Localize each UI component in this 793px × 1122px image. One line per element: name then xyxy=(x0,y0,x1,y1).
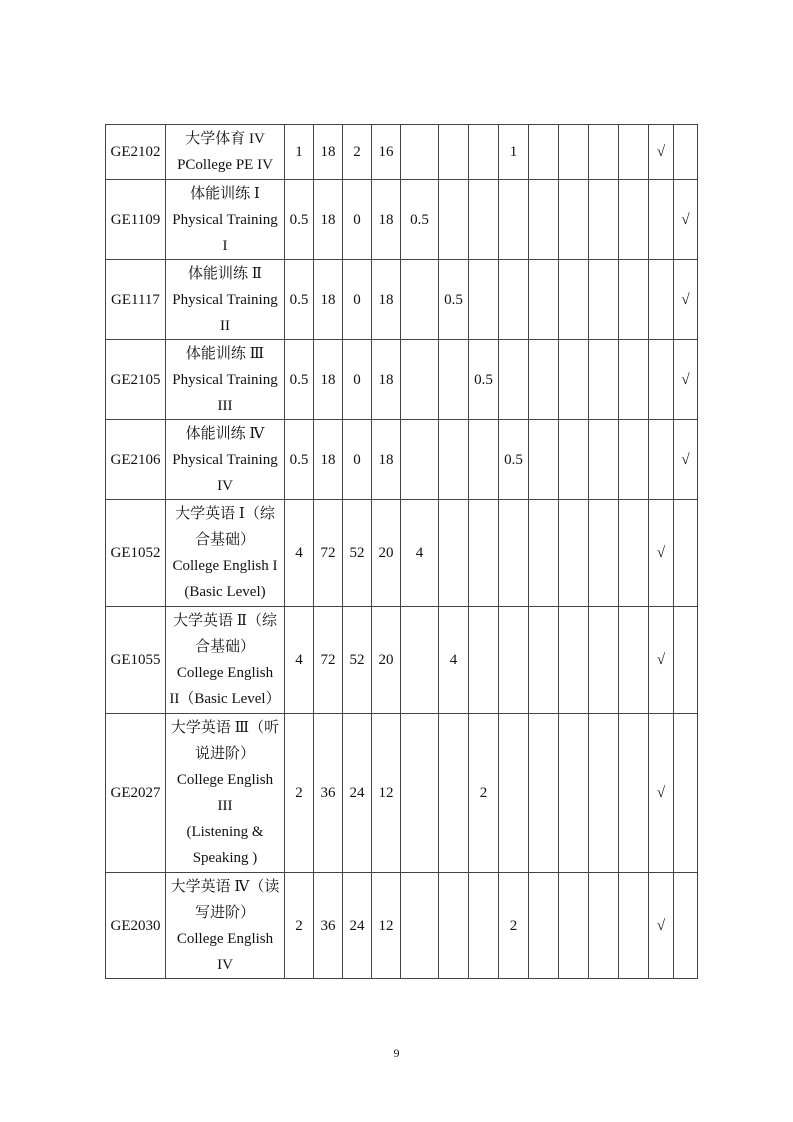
course-type-check-cell: √ xyxy=(649,607,674,714)
course-name-cell xyxy=(166,714,285,873)
semester-3-cell xyxy=(469,500,499,607)
course-rows xyxy=(106,125,698,979)
course-name-line: Physical Training xyxy=(172,291,278,308)
lecture-hours-cell: 0 xyxy=(343,180,372,260)
semester-7-cell xyxy=(589,125,619,180)
practice-hours-cell: 20 xyxy=(372,607,401,714)
semester-5-cell xyxy=(529,500,559,607)
semester-3-cell xyxy=(469,607,499,714)
semester-1-cell xyxy=(401,607,439,714)
semester-5-cell xyxy=(529,260,559,340)
hours-cell: 72 xyxy=(314,607,343,714)
semester-6-cell xyxy=(559,873,589,979)
semester-3-cell xyxy=(469,260,499,340)
course-code-cell: GE1109 xyxy=(106,180,166,260)
course-code-cell: GE2105 xyxy=(106,340,166,420)
course-name-line: 体能训练 Ⅲ xyxy=(185,345,265,362)
credits-cell: 0.5 xyxy=(285,180,314,260)
hours-cell: 18 xyxy=(314,340,343,420)
course-name-line: II xyxy=(220,317,230,334)
course-name-line: Speaking ) xyxy=(192,850,258,866)
semester-3-cell xyxy=(469,180,499,260)
table-row xyxy=(106,873,698,979)
lecture-hours-cell: 2 xyxy=(343,125,372,180)
course-name-line: 大学英语 Ⅱ（综 xyxy=(173,613,277,629)
semester-6-cell xyxy=(559,607,589,714)
course-name-line: (Listening & xyxy=(186,824,264,840)
course-nature-check-cell xyxy=(674,607,698,714)
course-nature-check-cell: √ xyxy=(674,340,698,420)
semester-3-cell: 0.5 xyxy=(469,340,499,420)
semester-8-cell xyxy=(619,340,649,420)
semester-1-cell: 4 xyxy=(401,500,439,607)
course-name-cell xyxy=(166,340,285,420)
semester-2-cell xyxy=(439,873,469,979)
semester-8-cell xyxy=(619,125,649,180)
semester-2-cell xyxy=(439,420,469,500)
course-name-cell xyxy=(166,420,285,500)
course-name-line: 大学体育 IV xyxy=(185,131,265,147)
course-code-cell: GE2030 xyxy=(106,873,166,979)
page-number: 9 xyxy=(393,1046,400,1060)
lecture-hours-cell: 52 xyxy=(343,607,372,714)
semester-3-cell xyxy=(469,873,499,979)
credits-cell: 4 xyxy=(285,500,314,607)
course-type-check-cell xyxy=(649,420,674,500)
hours-cell: 18 xyxy=(314,180,343,260)
course-name-line: College English xyxy=(176,772,274,788)
course-name-line: 合基础） xyxy=(194,532,255,548)
practice-hours-cell: 18 xyxy=(372,180,401,260)
semester-2-cell xyxy=(439,714,469,873)
course-name-line: I xyxy=(222,237,228,254)
hours-cell: 18 xyxy=(314,420,343,500)
credits-cell: 0.5 xyxy=(285,340,314,420)
course-name-line: 大学英语 Ⅳ（读 xyxy=(170,878,280,895)
semester-5-cell xyxy=(529,180,559,260)
course-name-cell xyxy=(166,125,285,180)
course-name-line: IV xyxy=(217,956,233,973)
practice-hours-cell: 12 xyxy=(372,714,401,873)
semester-4-cell xyxy=(499,260,529,340)
semester-2-cell xyxy=(439,180,469,260)
semester-8-cell xyxy=(619,500,649,607)
semester-3-cell xyxy=(469,125,499,180)
course-name-line: College English xyxy=(176,665,274,681)
course-name-line: 体能训练 Ⅳ xyxy=(185,425,265,442)
lecture-hours-cell: 0 xyxy=(343,340,372,420)
semester-7-cell xyxy=(589,607,619,714)
semester-7-cell xyxy=(589,714,619,873)
course-name-line: Physical Training xyxy=(172,211,278,228)
course-name-line: Physical Training xyxy=(172,451,278,468)
course-name-line: College English I xyxy=(172,558,278,574)
course-code-cell: GE2102 xyxy=(106,125,166,180)
course-type-check-cell xyxy=(649,260,674,340)
course-name-line: 合基础） xyxy=(194,639,255,655)
semester-6-cell xyxy=(559,500,589,607)
course-nature-check-cell: √ xyxy=(674,260,698,340)
semester-8-cell xyxy=(619,260,649,340)
course-nature-check-cell xyxy=(674,873,698,979)
lecture-hours-cell: 52 xyxy=(343,500,372,607)
credits-cell: 0.5 xyxy=(285,420,314,500)
hours-cell: 36 xyxy=(314,873,343,979)
semester-7-cell xyxy=(589,340,619,420)
semester-4-cell: 2 xyxy=(499,873,529,979)
semester-2-cell xyxy=(439,500,469,607)
semester-5-cell xyxy=(529,873,559,979)
course-code-cell: GE1052 xyxy=(106,500,166,607)
course-code-cell: GE2027 xyxy=(106,714,166,873)
semester-6-cell xyxy=(559,714,589,873)
course-name-line: College English xyxy=(176,930,274,947)
course-name-line: IV xyxy=(217,477,233,494)
course-name-cell xyxy=(166,607,285,714)
semester-1-cell xyxy=(401,340,439,420)
semester-4-cell: 0.5 xyxy=(499,420,529,500)
practice-hours-cell: 18 xyxy=(372,340,401,420)
table-row xyxy=(106,340,698,420)
course-type-check-cell: √ xyxy=(649,125,674,180)
course-name-line: PCollege PE IV xyxy=(177,157,273,173)
course-type-check-cell xyxy=(649,340,674,420)
course-type-check-cell: √ xyxy=(649,714,674,873)
semester-5-cell xyxy=(529,340,559,420)
semester-7-cell xyxy=(589,180,619,260)
course-type-check-cell xyxy=(649,180,674,260)
course-name-line: (Basic Level) xyxy=(184,584,266,600)
semester-3-cell xyxy=(469,420,499,500)
lecture-hours-cell: 0 xyxy=(343,260,372,340)
semester-4-cell xyxy=(499,607,529,714)
credits-cell: 2 xyxy=(285,873,314,979)
semester-1-cell xyxy=(401,260,439,340)
course-code-cell: GE1055 xyxy=(106,607,166,714)
semester-1-cell xyxy=(401,714,439,873)
semester-7-cell xyxy=(589,420,619,500)
lecture-hours-cell: 24 xyxy=(343,873,372,979)
semester-1-cell xyxy=(401,420,439,500)
course-name-line: III xyxy=(217,798,233,814)
semester-6-cell xyxy=(559,420,589,500)
semester-6-cell xyxy=(559,260,589,340)
semester-5-cell xyxy=(529,714,559,873)
practice-hours-cell: 20 xyxy=(372,500,401,607)
course-type-check-cell: √ xyxy=(649,873,674,979)
course-table xyxy=(105,124,698,979)
credits-cell: 1 xyxy=(285,125,314,180)
course-nature-check-cell: √ xyxy=(674,420,698,500)
semester-6-cell xyxy=(559,125,589,180)
semester-8-cell xyxy=(619,420,649,500)
practice-hours-cell: 18 xyxy=(372,260,401,340)
semester-4-cell: 1 xyxy=(499,125,529,180)
semester-4-cell xyxy=(499,714,529,873)
credits-cell: 4 xyxy=(285,607,314,714)
semester-6-cell xyxy=(559,340,589,420)
semester-2-cell xyxy=(439,125,469,180)
course-name-cell xyxy=(166,180,285,260)
semester-5-cell xyxy=(529,125,559,180)
semester-4-cell xyxy=(499,340,529,420)
course-name-line: II（Basic Level） xyxy=(169,691,281,707)
hours-cell: 36 xyxy=(314,714,343,873)
semester-7-cell xyxy=(589,500,619,607)
course-nature-check-cell xyxy=(674,500,698,607)
course-name-cell xyxy=(166,260,285,340)
lecture-hours-cell: 0 xyxy=(343,420,372,500)
semester-2-cell xyxy=(439,340,469,420)
semester-2-cell: 0.5 xyxy=(439,260,469,340)
practice-hours-cell: 18 xyxy=(372,420,401,500)
course-nature-check-cell xyxy=(674,125,698,180)
semester-8-cell xyxy=(619,180,649,260)
semester-1-cell: 0.5 xyxy=(401,180,439,260)
course-type-check-cell: √ xyxy=(649,500,674,607)
practice-hours-cell: 16 xyxy=(372,125,401,180)
course-name-line: 体能训练 Ⅰ xyxy=(190,185,260,202)
course-name-line: 说进阶） xyxy=(194,746,255,762)
course-name-line: III xyxy=(217,397,233,414)
semester-6-cell xyxy=(559,180,589,260)
table-row xyxy=(106,180,698,260)
table-row xyxy=(106,607,698,714)
course-name-line: 大学英语 Ⅲ（听 xyxy=(170,720,280,736)
credits-cell: 0.5 xyxy=(285,260,314,340)
course-name-cell xyxy=(166,500,285,607)
semester-7-cell xyxy=(589,873,619,979)
course-code-cell: GE2106 xyxy=(106,420,166,500)
lecture-hours-cell: 24 xyxy=(343,714,372,873)
course-name-line: 写进阶） xyxy=(194,904,255,921)
table-row xyxy=(106,260,698,340)
credits-cell: 2 xyxy=(285,714,314,873)
course-code-cell: GE1117 xyxy=(106,260,166,340)
course-name-line: 体能训练 Ⅱ xyxy=(188,265,262,282)
table-row xyxy=(106,500,698,607)
semester-3-cell: 2 xyxy=(469,714,499,873)
course-nature-check-cell: √ xyxy=(674,180,698,260)
semester-4-cell xyxy=(499,500,529,607)
semester-8-cell xyxy=(619,873,649,979)
table-row xyxy=(106,714,698,873)
course-nature-check-cell xyxy=(674,714,698,873)
course-name-line: Physical Training xyxy=(172,371,278,388)
semester-1-cell xyxy=(401,125,439,180)
semester-8-cell xyxy=(619,714,649,873)
semester-4-cell xyxy=(499,180,529,260)
table-row xyxy=(106,125,698,180)
hours-cell: 18 xyxy=(314,260,343,340)
hours-cell: 18 xyxy=(314,125,343,180)
course-name-line: 大学英语 Ⅰ（综 xyxy=(175,506,275,522)
hours-cell: 72 xyxy=(314,500,343,607)
semester-2-cell: 4 xyxy=(439,607,469,714)
table-row xyxy=(106,420,698,500)
course-name-cell xyxy=(166,873,285,979)
semester-5-cell xyxy=(529,607,559,714)
semester-1-cell xyxy=(401,873,439,979)
practice-hours-cell: 12 xyxy=(372,873,401,979)
semester-7-cell xyxy=(589,260,619,340)
semester-8-cell xyxy=(619,607,649,714)
semester-5-cell xyxy=(529,420,559,500)
